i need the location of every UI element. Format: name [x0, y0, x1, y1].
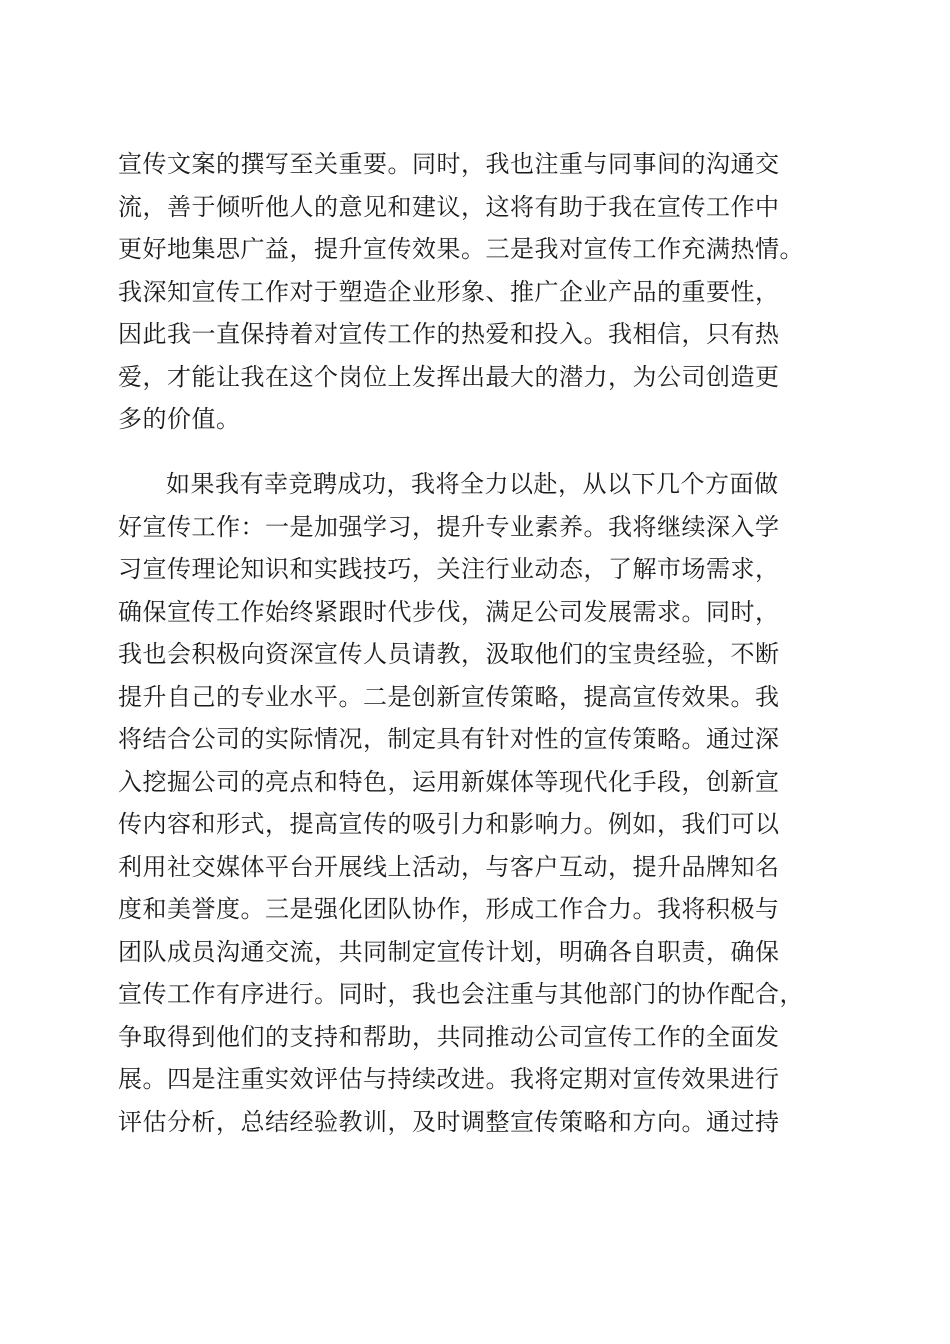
paragraph-line: 利用社交媒体平台开展线上活动，与客户互动，提升品牌知名 [118, 852, 780, 881]
paragraph-line: 度和美誉度。三是强化团队协作，形成工作合力。我将积极与 [118, 895, 780, 923]
paragraph-line: 提升自己的专业水平。二是创新宣传策略，提高宣传效果。我 [118, 682, 780, 711]
paragraph-line: 流，善于倾听他人的意见和建议，这将有助于我在宣传工作中 [118, 192, 780, 221]
paragraph-line: 争取得到他们的支持和帮助，共同推动公司宣传工作的全面发 [118, 1022, 780, 1051]
paragraph-first-line: 如果我有幸竞聘成功，我将全力以赴，从以下几个方面做 [166, 470, 779, 498]
paragraph-line: 宣传工作有序进行。同时，我也会注重与其他部门的协作配合， [118, 980, 804, 1008]
paragraph-line: 宣传文案的撰写至关重要。同时，我也注重与同事间的沟通交 [118, 150, 780, 178]
paragraph-line: 确保宣传工作始终紧跟时代步伐，满足公司发展需求。同时， [118, 597, 780, 626]
paragraph-line: 爱，才能让我在这个岗位上发挥出最大的潜力，为公司创造更 [118, 362, 780, 391]
paragraph-line: 更好地集思广益，提升宣传效果。三是我对宣传工作充满热情。 [118, 235, 804, 263]
paragraph-line: 传内容和形式，提高宣传的吸引力和影响力。例如，我们可以 [118, 810, 780, 838]
paragraph-line: 将结合公司的实际情况，制定具有针对性的宣传策略。通过深 [118, 725, 780, 753]
paragraph-2 [118, 466, 850, 1140]
paragraph-line: 因此我一直保持着对宣传工作的热爱和投入。我相信，只有热 [118, 320, 780, 348]
paragraph-line: 我深知宣传工作对于塑造企业形象、推广企业产品的重要性， [118, 277, 780, 306]
paragraph-line: 团队成员沟通交流，共同制定宣传计划，明确各自职责，确保 [118, 937, 780, 966]
paragraph-line: 入挖掘公司的亮点和特色，运用新媒体等现代化手段，创新宣 [118, 767, 780, 796]
paragraph-line: 习宣传理论知识和实践技巧，关注行业动态，了解市场需求， [118, 555, 780, 583]
paragraph-1 [118, 146, 850, 437]
paragraph-line: 好宣传工作：一是加强学习，提升专业素养。我将继续深入学 [118, 512, 780, 541]
paragraph-line: 评估分析，总结经验教训，及时调整宣传策略和方向。通过持 [118, 1107, 780, 1136]
paragraph-line: 我也会积极向资深宣传人员请教，汲取他们的宝贵经验，不断 [118, 640, 780, 668]
paragraph-line: 多的价值。 [118, 405, 241, 433]
paragraph-line: 展。四是注重实效评估与持续改进。我将定期对宣传效果进行 [118, 1065, 780, 1093]
